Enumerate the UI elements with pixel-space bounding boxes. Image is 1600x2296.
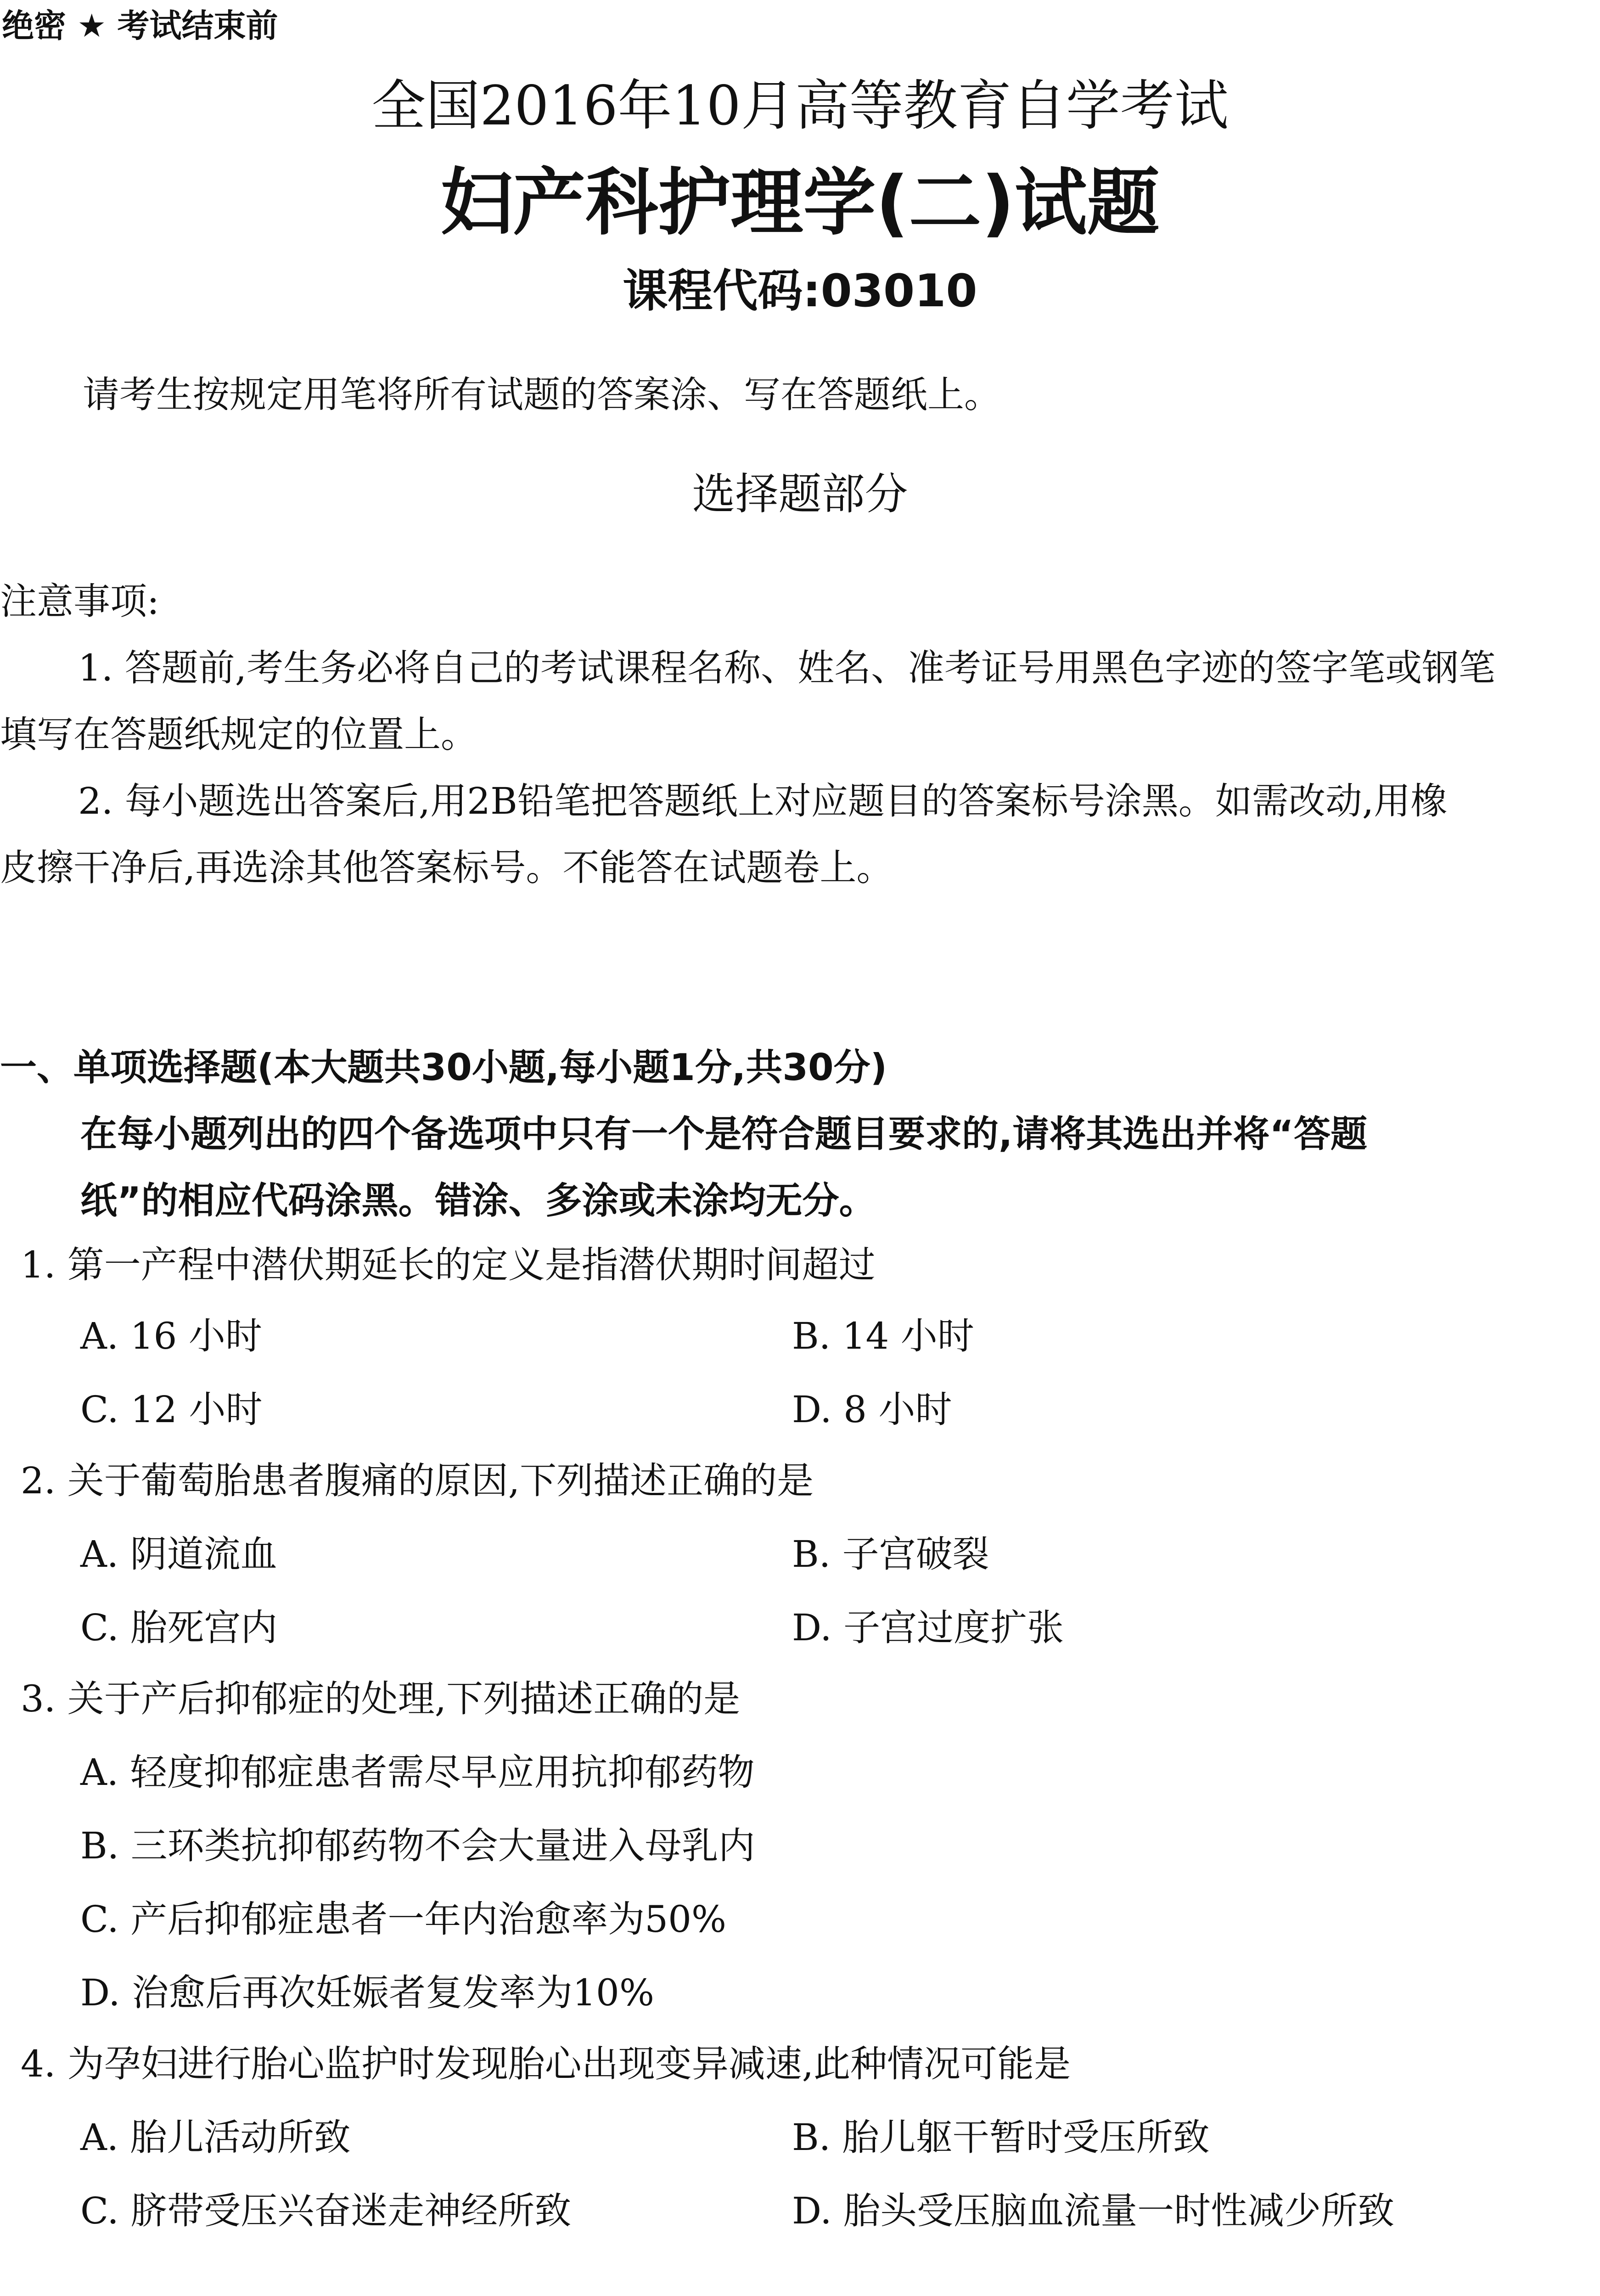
question-2-stem: 2. 关于葡萄胎患者腹痛的原因,下列描述正确的是 (21, 1459, 814, 1502)
note-2-line-2: 皮擦干净后,再选涂其他答案标号。不能答在试题卷上。 (0, 846, 893, 889)
question-4-option-a: A. 胎儿活动所致 (80, 2116, 351, 2159)
section-title: 选择题部分 (692, 469, 908, 519)
part-heading: 一、单项选择题(本大题共30小题,每小题1分,共30分) (0, 1046, 887, 1089)
question-1-option-d: D. 8 小时 (792, 1388, 952, 1431)
note-2-line-1: 2. 每小题选出答案后,用2B铅笔把答题纸上对应题目的答案标号涂黑。如需改动,用橡 (78, 780, 1448, 822)
course-code: 课程代码:03010 (623, 265, 977, 317)
exam-title: 全国2016年10月高等教育自学考试 (371, 74, 1229, 137)
question-2-option-b: B. 子宫破裂 (792, 1533, 989, 1576)
question-3-option-c: C. 产后抑郁症患者一年内治愈率为50% (80, 1898, 727, 1941)
question-4-option-d: D. 胎头受压脑血流量一时性减少所致 (792, 2189, 1395, 2232)
question-4-stem: 4. 为孕妇进行胎心监护时发现胎心出现变异减速,此种情况可能是 (21, 2043, 1071, 2085)
question-2-option-a: A. 阴道流血 (80, 1533, 277, 1576)
question-3-option-d: D. 治愈后再次妊娠者复发率为10% (80, 1971, 654, 2014)
question-3-stem: 3. 关于产后抑郁症的处理,下列描述正确的是 (21, 1677, 741, 1720)
question-4-option-c: C. 脐带受压兴奋迷走神经所致 (80, 2189, 572, 2232)
instruction: 请考生按规定用笔将所有试题的答案涂、写在答题纸上。 (83, 373, 1001, 416)
question-1-stem: 1. 第一产程中潜伏期延长的定义是指潜伏期时间超过 (21, 1244, 876, 1286)
paper-title: 妇产科护理学(二)试题 (440, 161, 1160, 245)
question-1-option-a: A. 16 小时 (80, 1315, 262, 1357)
part-desc-line-1: 在每小题列出的四个备选项中只有一个是符合题目要求的,请将其选出并将“答题 (80, 1113, 1367, 1155)
question-1-option-c: C. 12 小时 (80, 1388, 263, 1431)
question-1-option-b: B. 14 小时 (792, 1315, 974, 1357)
confidential-label: 绝密 ★ 考试结束前 (2, 7, 278, 45)
question-2-option-c: C. 胎死宫内 (80, 1606, 278, 1649)
question-3-option-b: B. 三环类抗抑郁药物不会大量进入母乳内 (80, 1824, 755, 1867)
note-1-line-1: 1. 答题前,考生务必将自己的考试课程名称、姓名、准考证号用黑色字迹的签字笔或钢笔 (78, 647, 1496, 689)
question-3-option-a: A. 轻度抑郁症患者需尽早应用抗抑郁药物 (80, 1751, 755, 1794)
note-1-line-2: 填写在答题纸规定的位置上。 (0, 713, 477, 756)
question-4-option-b: B. 胎儿躯干暂时受压所致 (792, 2116, 1210, 2159)
part-desc-line-2: 纸”的相应代码涂黑。错涂、多涂或未涂均无分。 (80, 1179, 876, 1222)
question-2-option-d: D. 子宫过度扩张 (792, 1606, 1064, 1649)
notes-title: 注意事项: (0, 580, 159, 623)
